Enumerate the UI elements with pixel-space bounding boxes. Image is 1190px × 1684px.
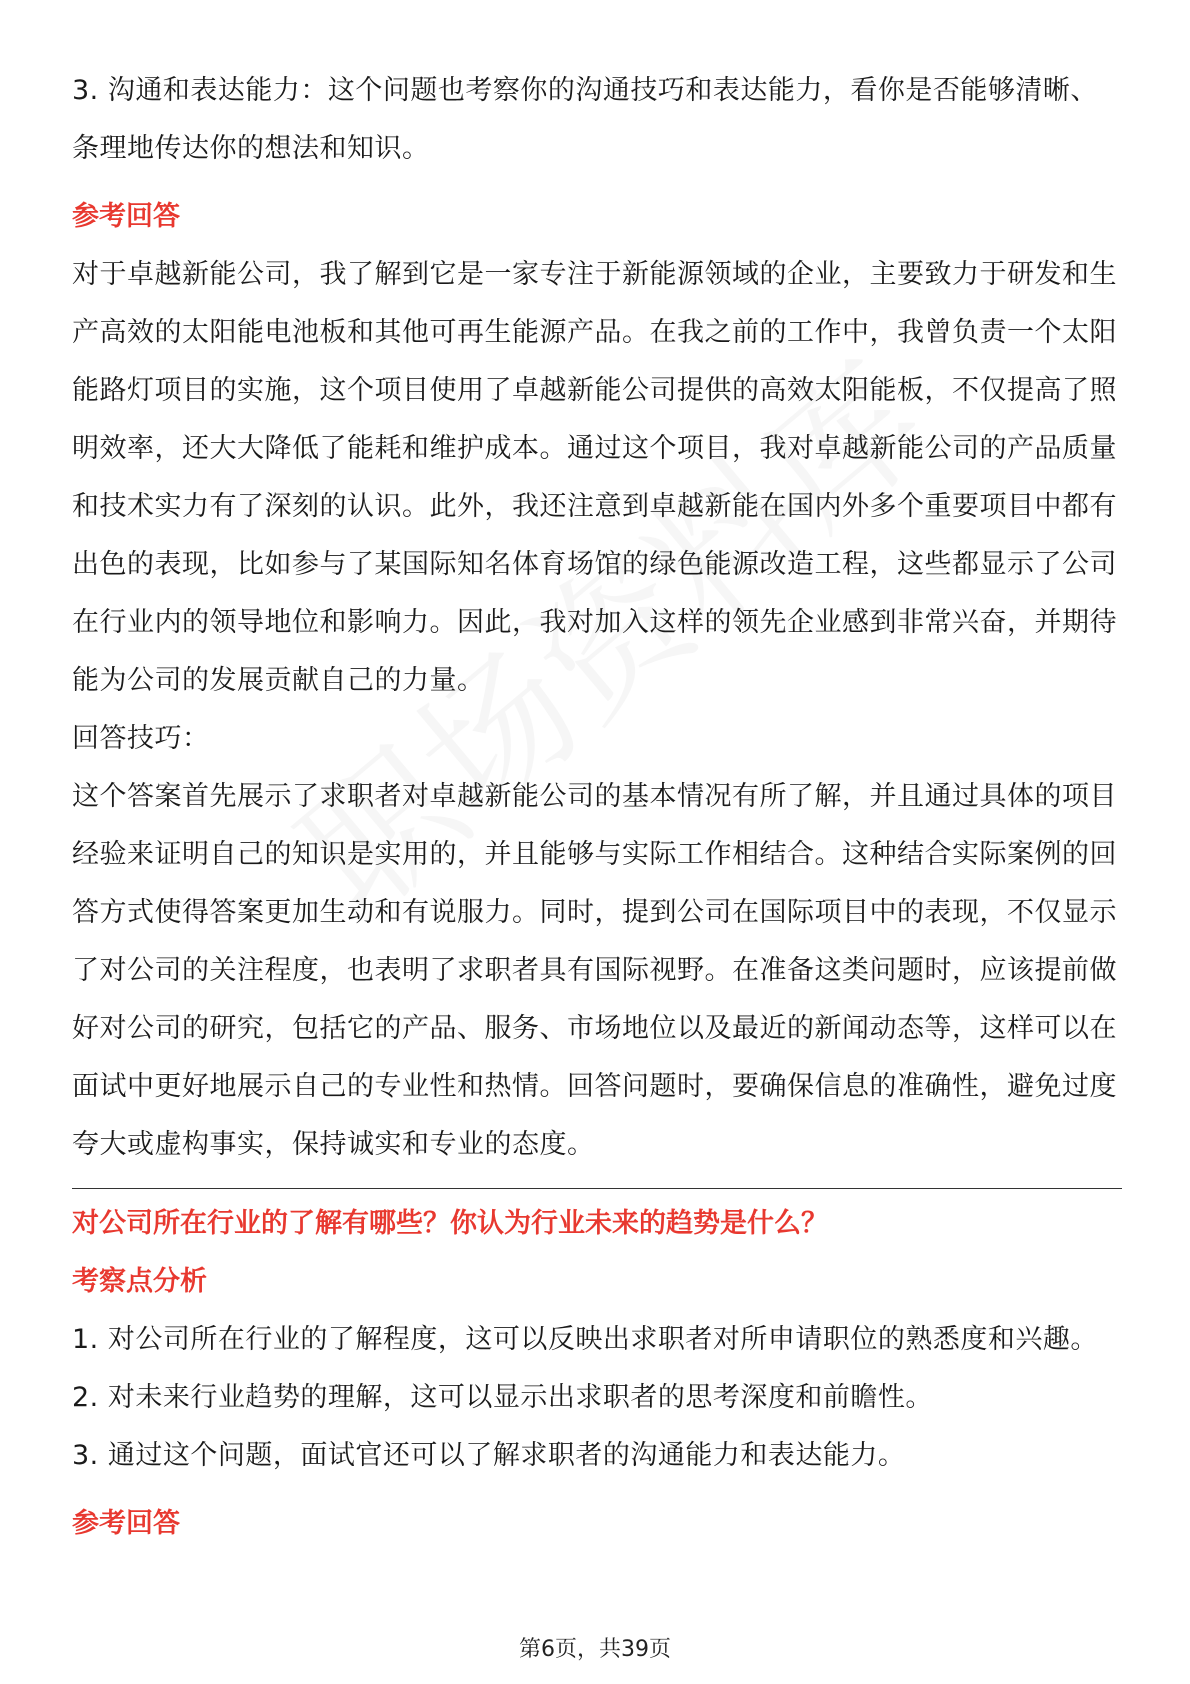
page-content	[72, 62, 1122, 1553]
page-number: 第6页，共39页	[519, 1637, 671, 1662]
reference-answer-text: 对于卓越新能公司，我了解到它是一家专注于新能源领域的企业，主要致力于研发和生产高效的太阳能电池板和其他可再生能源产品。在我之前的工作中，我曾负责一个太阳能路灯项目的实施，这个项目使用了卓越新能公司提供的高效太阳能板，不仅提高了照明效率，还大大降低了能耗和维护成本。通过这个项目，我对卓越新能公司的产品质量和技术实力有了深刻的认识。此外，我还注意到卓越新能在国内外多个重要项目中都有出色的表现，比如参与了某国际知名体育场馆的绿色能源改造工程，这些都显示了公司在行业内的领导地位和影响力。因此，我对加入这样的领先企业感到非常兴奋，并期待能为公司的发展贡献自己的力量。	[72, 259, 1117, 696]
section-divider	[72, 1188, 1122, 1189]
analysis-heading: 考察点分析	[72, 1266, 207, 1297]
reference-answer-heading-2: 参考回答	[72, 1508, 180, 1539]
analysis-point: 3. 通过这个问题，面试官还可以了解求职者的沟通能力和表达能力。	[72, 1440, 906, 1471]
analysis-point: 1. 对公司所在行业的了解程度，这可以反映出求职者对所申请职位的熟悉度和兴趣。	[72, 1324, 1098, 1355]
tips-heading: 回答技巧：	[72, 723, 210, 754]
analysis-point: 2. 对未来行业趋势的理解，这可以显示出求职者的思考深度和前瞻性。	[72, 1382, 933, 1413]
reference-answer-heading: 参考回答	[72, 201, 180, 232]
tips-text: 这个答案首先展示了求职者对卓越新能公司的基本情况有所了解，并且通过具体的项目经验来证明自己的知识是实用的，并且能够与实际工作相结合。这种结合实际案例的回答方式使得答案更加生动和有说服力。同时，提到公司在国际项目中的表现，不仅显示了对公司的关注程度，也表明了求职者具有国际视野。在准备这类问题时，应该提前做好对公司的研究，包括它的产品、服务、市场地位以及最近的新闻动态等，这样可以在面试中更好地展示自己的专业性和热情。回答问题时，要确保信息的准确性，避免过度夸大或虚构事实，保持诚实和专业的态度。	[72, 781, 1117, 1160]
paragraph-communication: 3. 沟通和表达能力：这个问题也考察你的沟通技巧和表达能力，看你是否能够清晰、条理地传达你的想法和知识。	[72, 75, 1098, 164]
question-heading: 对公司所在行业的了解有哪些？你认为行业未来的趋势是什么？	[72, 1208, 828, 1239]
